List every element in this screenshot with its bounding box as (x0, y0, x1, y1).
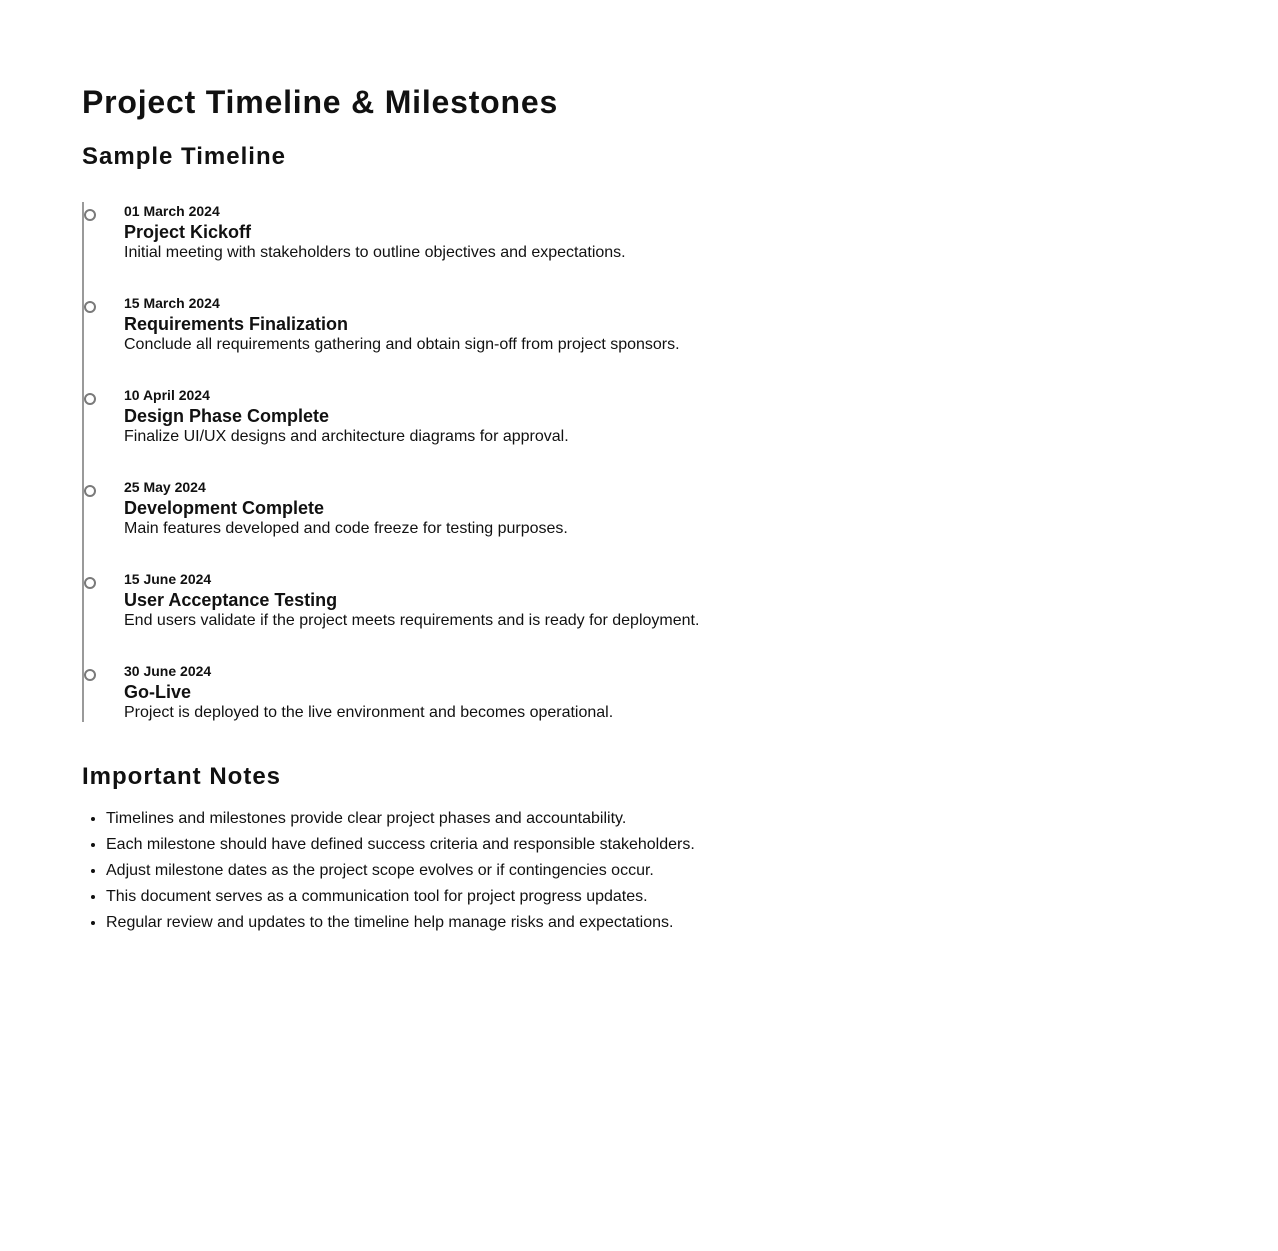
milestone-title: User Acceptance Testing (124, 590, 338, 610)
milestone-date: 25 May 2024 (124, 479, 206, 495)
milestone-date: 10 April 2024 (124, 387, 210, 403)
milestone-description: Finalize UI/UX designs and architecture diagrams for approval. (124, 428, 569, 445)
milestone-project-kickoff (84, 202, 964, 272)
circle-marker-icon (84, 301, 96, 313)
milestone-title: Design Phase Complete (124, 406, 330, 426)
circle-marker-icon (84, 669, 96, 681)
circle-marker-icon (84, 577, 96, 589)
list-item: • Adjust milestone dates as the project scope evolves or if contingencies occur. (106, 858, 695, 884)
milestone-description: Initial meeting with stakeholders to outline objectives and expectations. (124, 244, 626, 261)
milestone-title: Development Complete (124, 498, 325, 518)
milestone-go-live (84, 662, 964, 732)
milestone-title: Go-Live (124, 682, 192, 702)
timeline-heading: Sample Timeline (82, 143, 286, 170)
milestone-user-acceptance-testing (84, 570, 964, 640)
milestone-date: 01 March 2024 (124, 203, 220, 219)
notes-heading: Important Notes (82, 763, 282, 790)
milestone-description: Project is deployed to the live environment and becomes operational. (124, 704, 614, 721)
page-title: Project Timeline & Milestones (82, 84, 559, 120)
milestone-date: 15 June 2024 (124, 571, 212, 587)
notes-list (82, 806, 695, 936)
milestone-description: Main features developed and code freeze for testing purposes. (124, 520, 568, 537)
list-item: • This document serves as a communication tool for project progress updates. (106, 884, 695, 910)
milestone-date: 15 March 2024 (124, 295, 220, 311)
timeline (82, 202, 984, 722)
milestone-description: End users validate if the project meets requirements and is ready for deployment. (124, 612, 700, 629)
milestone-title: Requirements Finalization (124, 314, 349, 334)
milestone-date: 30 June 2024 (124, 663, 212, 679)
list-item: • Each milestone should have defined success criteria and responsible stakeholders. (106, 832, 695, 858)
circle-marker-icon (84, 485, 96, 497)
milestone-title: Project Kickoff (124, 222, 252, 242)
milestone-description: Conclude all requirements gathering and obtain sign-off from project sponsors. (124, 336, 680, 353)
milestone-development-complete (84, 478, 964, 548)
circle-marker-icon (84, 209, 96, 221)
milestone-design-phase-complete (84, 386, 964, 456)
list-item: • Regular review and updates to the timeline help manage risks and expectations. (106, 910, 695, 936)
milestone-requirements-finalization (84, 294, 964, 364)
list-item: • Timelines and milestones provide clear project phases and accountability. (106, 806, 695, 832)
circle-marker-icon (84, 393, 96, 405)
